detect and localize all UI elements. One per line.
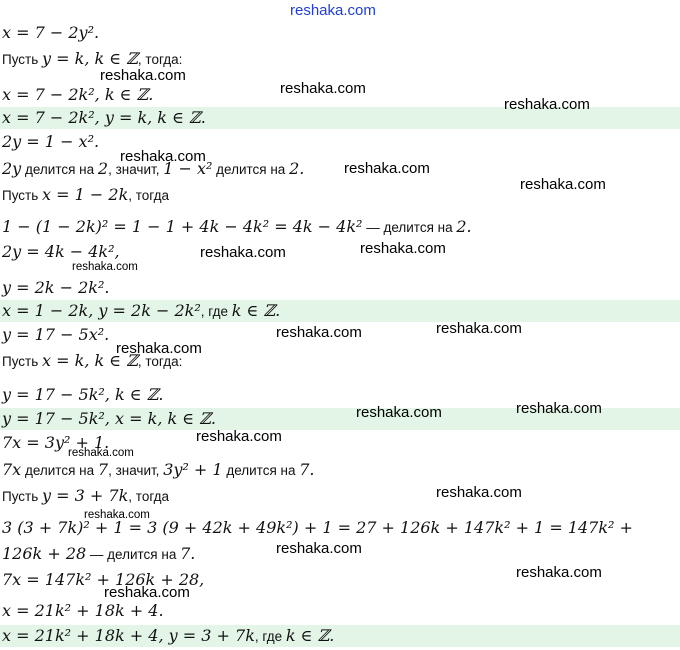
solution-line-4: 2y = 1 − x². — [2, 132, 100, 151]
watermark: reshaka.com — [276, 324, 362, 341]
solution-line-10: y = 17 − 5x². — [2, 325, 110, 344]
watermark: reshaka.com — [116, 340, 202, 357]
watermark: reshaka.com — [356, 404, 442, 421]
answer-line-3: y = 17 − 5k², x = k, k ∈ ℤ. — [0, 408, 680, 430]
solution-line-6: Пусть x = 1 − 2k, тогда — [2, 185, 170, 204]
watermark: reshaka.com — [516, 400, 602, 417]
watermark: reshaka.com — [200, 244, 286, 261]
solution-line-5: 2y делится на 2, значит, 1 − x² делится на 2. — [2, 159, 305, 178]
watermark: reshaka.com — [196, 428, 282, 445]
watermark: reshaka.com — [84, 509, 150, 521]
watermark: reshaka.com — [344, 160, 430, 177]
solution-line-13: 7x = 3y² + 1. — [2, 433, 110, 452]
watermark: reshaka.com — [104, 584, 190, 601]
solution-line-17: 126k + 28 — делится на 7. — [2, 544, 196, 563]
watermark: reshaka.com — [516, 564, 602, 581]
watermark: reshaka.com — [120, 148, 206, 165]
watermark: reshaka.com — [280, 80, 366, 97]
watermark: reshaka.com — [520, 176, 606, 193]
solution-line-2: Пусть y = k, k ∈ ℤ, тогда: — [2, 49, 183, 68]
watermark: reshaka.com — [360, 240, 446, 257]
watermark: reshaka.com — [504, 96, 590, 113]
solution-line-3: x = 7 − 2k², k ∈ ℤ. — [2, 85, 154, 104]
watermark-top: reshaka.com — [290, 2, 376, 19]
solution-line-19: x = 21k² + 18k + 4. — [2, 601, 164, 620]
solution-line-8: 2y = 4k − 4k², — [2, 242, 120, 261]
watermark: reshaka.com — [276, 540, 362, 557]
solution-line-7: 1 − (1 − 2k)² = 1 − 1 + 4k − 4k² = 4k − 4k² — делится на 2. — [2, 217, 472, 236]
watermark: reshaka.com — [72, 261, 138, 273]
solution-line-9: y = 2k − 2k². — [2, 278, 110, 297]
solution-line-1: x = 7 − 2y². — [2, 23, 100, 42]
watermark: reshaka.com — [436, 320, 522, 337]
watermark: reshaka.com — [436, 484, 522, 501]
solution-line-12: y = 17 − 5k², k ∈ ℤ. — [2, 385, 164, 404]
solution-line-18: 7x = 147k² + 126k + 28, — [2, 570, 205, 589]
answer-line-4: x = 21k² + 18k + 4, y = 3 + 7k, где k ∈ ℤ. — [0, 625, 680, 647]
solution-line-14: 7x делится на 7, значит, 3y² + 1 делится на 7. — [2, 460, 315, 479]
answer-line-2: x = 1 − 2k, y = 2k − 2k², где k ∈ ℤ. — [0, 300, 680, 322]
solution-line-11: Пусть x = k, k ∈ ℤ, тогда: — [2, 351, 183, 370]
answer-line-1: x = 7 − 2k², y = k, k ∈ ℤ. — [0, 107, 680, 129]
watermark: reshaka.com — [68, 447, 134, 459]
solution-line-15: Пусть y = 3 + 7k, тогда — [2, 486, 170, 505]
solution-line-16: 3 (3 + 7k)² + 1 = 3 (9 + 42k + 49k²) + 1 = 27 + 126k + 147k² + 1 = 147k² + — [2, 518, 633, 537]
watermark: reshaka.com — [100, 67, 186, 84]
